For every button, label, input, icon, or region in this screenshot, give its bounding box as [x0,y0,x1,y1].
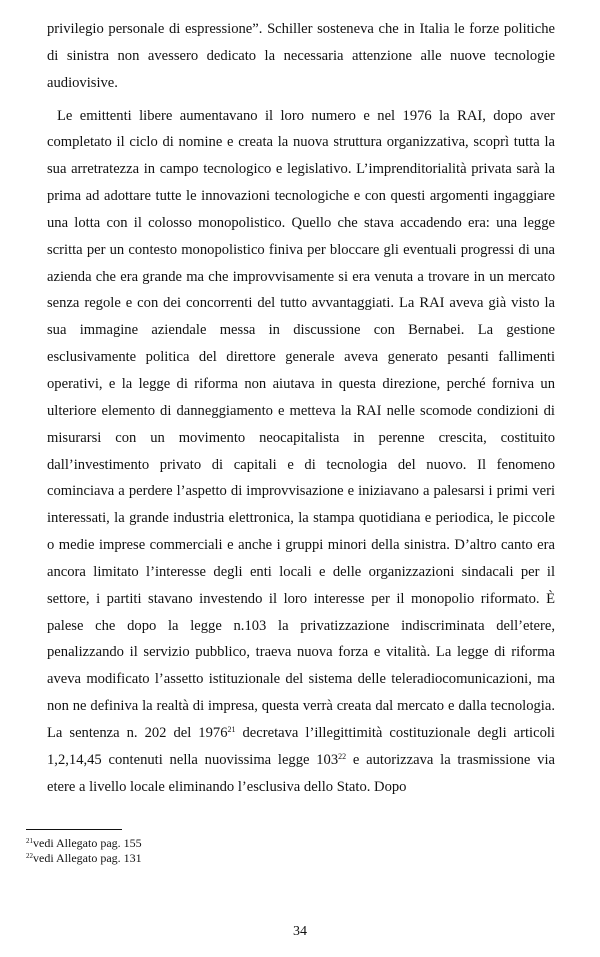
footnotes [26,836,142,865]
paragraph-continuation: privilegio personale di espressione”. Schiller sosteneva che in Italia le forze politiche di sinistra non avessero dedicato la necessaria attenzione alle nuove tecnologie audiovisive. [47,21,555,91]
footnote-reference: 21 [227,724,236,734]
page-number: 34 [293,924,307,939]
footnote-text: vedi Allegato pag. 155 [33,836,142,850]
footnote-separator [26,829,122,830]
footnote-text: vedi Allegato pag. 131 [33,850,142,865]
footnote-reference: 22 [338,751,347,761]
footnote [26,851,142,866]
paragraph-segment: decretava l’illegittimità costituzionale degli articoli 1,2,14,45 contenuti nella nuovissima legge 103 [47,724,555,768]
footnote-number: 21 [26,837,33,845]
paragraph-emittenti [47,103,555,801]
paragraph-segment: e autorizzava la trasmissione via etere a livello locale eliminando l’esclusiva dello Stato. Dopo [47,751,555,795]
paragraph-segment: Le emittenti libere aumentavano il loro numero e nel 1976 la RAI, dopo aver completato il ciclo di nomine e creata la nuova struttura organizzativa, scoprì tutta la sua arretratezza in campo tecnologico e legislativo. L’imprenditorialità privata sarà la prima ad adottare tutte le innovazioni tecnologiche e con questi argomenti ingaggiare una lotta con il colosso monopolistico. Quello che stava accadendo era: una legge scritta per un contesto monopolistico finiva per bloccare gli eventuali progressi di una azienda che era grande ma che improvvisamente si era venuta a trovare in un mercato senza regole e con dei concorrenti del tutto avvantaggiati. La RAI aveva già visto la sua immagine aziendale messa in discussione con Bernabei. La gestione esclusivamente politica del direttore generale aveva generato pesanti fallimenti operativi, e la legge di riforma non aiutava in questa direzione, perché forniva un ulteriore elemento di danneggiamento e metteva la RAI nelle scomode condizioni di misurarsi con un movimento neocapitalista in perenne crescita, costituito dall’investimento privato di capitali e di tecnologia del nuovo. Il fenomeno cominciava a perdere l’aspetto di improvvisazione e iniziavano a palesarsi i primi veri interessati, la grande industria elettronica, la stampa quotidiana e periodica, le piccole o medie imprese commerciali e anche i gruppi minori della sinistra. D’altro canto era ancora limitato l’interesse degli enti locali e delle organizzazioni sindacali per il settore, i partiti stavano investendo il loro interesse per il monopolio riformato. È palese che dopo la legge n.103 la privatizzazione indiscriminata dell’etere, penalizzando il servizio pubblico, traeva nuova forza e vitalità. La legge di riforma aveva modificato l’assetto istituzionale del sistema delle teleradiocomunicazioni, ma non ne definiva la realtà di impresa, questa verrà creata dal mercato e dalla tecnologia. La sentenza n. 202 del 1976 [47,107,555,741]
body-text [47,16,555,800]
footnote-number: 22 [26,851,33,860]
footnote [26,836,142,851]
